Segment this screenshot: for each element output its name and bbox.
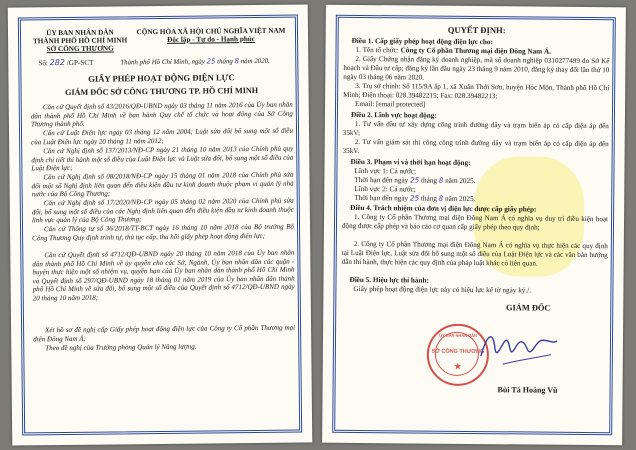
article-3-term-1-year: năm 2025. (445, 176, 476, 186)
article-3-term-1-month-label: tháng (421, 176, 438, 185)
article-3-term-1-month: 8 (438, 175, 444, 185)
article-2-item-2: 2. Tư vấn giám sát thi công công trình đường dây và trạm biến áp có cấp điện áp đến 35kV. (342, 137, 609, 155)
legal-basis-2: Căn cứ Luật Điện lực ngày 03 tháng 12 năm 2004; Luật sửa đổi bổ sung một số điều của Luật Điện lực ngày 20 tháng 11 năm 2012; (31, 126, 294, 146)
doc-number-prefix: Số: (38, 59, 48, 68)
document-title: GIẤY PHÉP HOẠT ĐỘNG ĐIỆN LỰC (88, 72, 235, 84)
article-3-scope-2: Lĩnh vực 2: Cả nước; (354, 184, 416, 194)
date-day: 25 (206, 57, 216, 66)
signature (473, 318, 564, 379)
legal-basis-1: Căn cứ Quyết định số 43/2016/QĐ-UBND ngày 03 tháng 11 năm 2016 của Ủy ban nhân dân thành phố Hồ Chí Minh về ban hành Quy chế tổ chức và hoạt động của Sở Công Thương thành phố. (30, 100, 293, 129)
article-3-scope-1: Lĩnh vực 1: Cả nước; (354, 166, 416, 176)
issuer-title: GIÁM ĐỐC SỞ CÔNG THƯƠNG TP. HỒ CHÍ MINH (64, 85, 259, 97)
article-3-term-2 (354, 194, 475, 204)
article-3-term-2-prefix: Thời hạn đến ngày (354, 193, 409, 203)
date-month-label: tháng (217, 58, 233, 66)
department: SỞ CÔNG THƯƠNG (46, 44, 114, 54)
article-2-title: Điều 2. Lĩnh vực hoạt động: (350, 110, 437, 120)
left-page (8, 4, 313, 445)
signer-name: Bùi Tá Hoàng Vũ (497, 385, 558, 395)
article-1-certificate: 2. Giấy Chứng nhận đăng ký doanh nghiệp, mã số doanh nghiệp 0310277499 do Sở Kế hoạch và Đầu tư cấp; đăng ký lần đầu ngày 23 tháng 9 năm 2010, đăng ký thay đổi lần thứ 10 ngày 03 tháng 06 năm 2020. (343, 54, 610, 82)
legal-basis-3: Căn cứ Nghị định số 137/2013/NĐ-CP ngày 21 tháng 10 năm 2013 của Chính phủ quy định chi tiết thi hành một số điều của Luật Điện lực và Luật sửa đổi, bổ sung một số điều của Luật Điện lực; (31, 144, 294, 173)
article-2-item-1: 1. Tư vấn đầu tư xây dựng công trình đường dây và trạm biến áp có cấp điện áp đến 35kV; (342, 119, 609, 137)
right-page (322, 5, 626, 446)
article-1-name-label: 1. Tên tổ chức: (355, 45, 399, 55)
article-1-title: Điều 1. Cấp giấy phép hoạt động điện lực cho: (351, 36, 493, 47)
article-3-title: Điều 3. Phạm vi và thời hạn hoạt động: (350, 157, 471, 167)
article-5-text: Giấy phép hoạt động điện lực này có hiệu lực kể từ ngày ký./. (353, 284, 532, 295)
article-3-term-1 (354, 176, 475, 186)
article-4-item-1: 1. Công ty Cổ phần Thương mại điện Đông Nam Á có nghĩa vụ duy trì điều kiện hoạt động được cấp phép và báo cáo cơ quan cấp giấy phép theo quy định; (341, 212, 609, 232)
motto: Độc lập - Tự do - Hạnh phúc (167, 34, 256, 44)
doc-number-suffix: /GP-SCT (66, 58, 94, 67)
legal-basis-5: Căn cứ Nghị định số 17/2020/NĐ-CP ngày 05 tháng 02 năm 2020 của Chính phủ sửa đổi, bổ sung một số điều của các Nghị định liên quan đến điều kiện đầu tư kinh doanh thuộc lĩnh vực quản lý của Bộ Công Thương; (31, 196, 294, 225)
article-3-term-2-day: 25 (409, 193, 420, 203)
stamp-star-icon: ★ (454, 361, 462, 371)
decision-heading: QUYẾT ĐỊNH: (447, 24, 506, 36)
article-3-term-1-prefix: Thời hạn đến ngày (354, 175, 409, 185)
date-prefix: Thành phố Hồ Chí Minh, ngày (120, 58, 205, 67)
legal-basis-9: Theo đề nghị của Trưởng phòng Quản lý Năng lượng. (45, 342, 197, 353)
date-year: năm 2020. (240, 57, 270, 66)
article-4-title: Điều 4. Trách nhiệm của đơn vị điện lực được cấp giấy phép: (350, 203, 537, 214)
authority-line2: THÀNH PHỐ HỒ CHÍ MINH (32, 36, 128, 46)
stamp-center-text: SỞ CÔNG THƯƠNG (431, 348, 485, 356)
legal-basis-8: Xét hồ sơ đề nghị cấp Giấy phép hoạt động điện lực của Công ty Cổ phần Thương mại điện Đông Nam Á; (33, 323, 296, 343)
issue-date (120, 57, 270, 68)
nation-title: CỘNG HÒA XÃ HỘI CHỦ NGHĨA VIỆT NAM (136, 26, 286, 37)
article-3-term-2-year: năm 2025. (444, 194, 476, 204)
article-1-address: 3. Trụ sở chính: Số 115/9A ấp 1, xã Xuân Thới Sơn, huyện Hóc Môn, Thành phố Hồ Chí Minh; Điện thoại: 028.39482215; Fax: 028.39482213; (343, 81, 610, 101)
date-month: 8 (234, 57, 240, 66)
article-4-item-2: 2. Công ty Cổ phần Thương mại điện Đông Nam Á có nghĩa vụ thực hiện các quy định tại Luật Điện lực, Luật sửa đổi bổ sung một số điều của Luật Điện lực và các văn bản hướng dẫn thi hành, thực hiện các quy định của pháp luật khác có liên quan. (341, 239, 608, 268)
legal-basis-6: Căn cứ Thông tư số 36/2018/TT-BCT ngày 16 tháng 10 năm 2018 của Bộ trưởng Bộ Công Thương Quy định trình tự, thủ tục cấp, thu hồi giấy phép hoạt động điện lực; (32, 222, 295, 242)
doc-number-value: 282 (49, 57, 66, 68)
article-1-name-value: Công ty Cổ phần Thương mại điện Đông Nam Á. (400, 46, 552, 56)
legal-basis-4: Căn cứ Nghị định số 08/2018/NĐ-CP ngày 15 tháng 01 năm 2018 của Chính phủ sửa đổi một số Nghị định liên quan đến điều kiện đầu tư kinh doanh thuộc phạm vi quản lý nhà nước của Bộ Công Thương; (31, 170, 294, 199)
article-3-term-1-day: 25 (410, 175, 420, 185)
article-3-term-2-month-label: tháng (420, 194, 437, 203)
doc-number (38, 59, 93, 68)
authority-line1: ỦY BAN NHÂN DÂN (46, 28, 114, 38)
article-5-title: Điều 5. Hiệu lực thi hành: (349, 275, 429, 285)
legal-basis-7: Căn cứ Quyết định số 4712/QĐ-UBND ngày 20 tháng 10 năm 2018 của Ủy ban nhân dân thành phố Hồ Chí Minh về ủy quyền cho các Sở, Ngành, Ủy ban nhân dân các quận - huyện thực hiện một số nhiệm vụ, quyền hạn của Ủy ban nhân dân thành phố Hồ Chí Minh và Quyết định số 297/QĐ-UBND ngày 18 tháng 01 năm 2019 của Ủy ban nhân dân thành phố Hồ Chí Minh về sửa đổi, bổ sung một số điều của Quyết định số 4712/QĐ-UBND ngày 20 tháng 10 năm 2018; (32, 248, 295, 303)
article-1-email: Email: [email protected] (355, 99, 426, 109)
article-3-term-2-month: 8 (438, 193, 444, 203)
stamp-top-text: ỦY BAN NHÂN DÂN (439, 332, 477, 339)
signer-title: GIÁM ĐỐC (506, 303, 551, 313)
